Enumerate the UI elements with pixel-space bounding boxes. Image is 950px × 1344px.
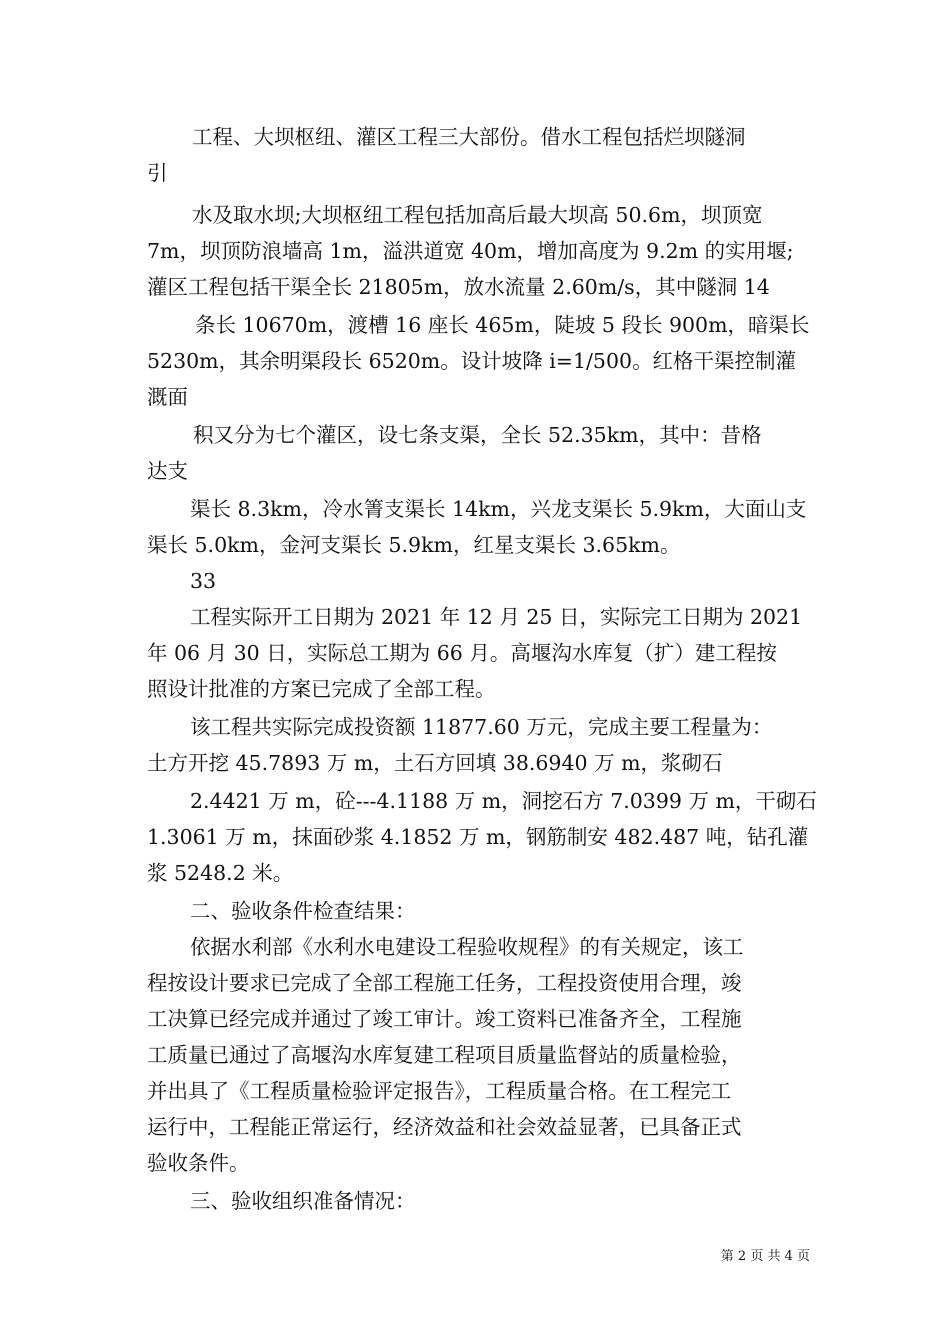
text-line-15: 年 06 月 30 日，实际总工期为 66 月。高堰沟水库复（扩）建工程按 bbox=[147, 641, 777, 665]
text-line-24: 程按设计要求已完成了全部工程施工任务，工程投资使用合理，竣 bbox=[147, 971, 742, 995]
text-line-9: 积又分为七个灌区，设七条支渠，全长 52.35km，其中：昔格 bbox=[193, 423, 762, 447]
text-line-11: 渠长 8.3km，冷水箐支渠长 14km，兴龙支渠长 5.9km，大面山支 bbox=[190, 497, 807, 521]
text-line-19: 2.4421 万 m，砼---4.1188 万 m，洞挖石方 7.0399 万 m，干砌石 bbox=[190, 789, 817, 813]
text-line-26: 工质量已通过了高堰沟水库复建工程项目质量监督站的质量检验， bbox=[147, 1043, 742, 1067]
text-line-12: 渠长 5.0km，金河支渠长 5.9km，红星支渠长 3.65km。 bbox=[147, 533, 681, 557]
section-heading-2: 二、验收条件检查结果： bbox=[190, 899, 416, 923]
page-number-footer: 第 2 页 共 4 页 bbox=[720, 1249, 810, 1264]
text-line-23: 依据水利部《水利水电建设工程验收规程》的有关规定，该工 bbox=[190, 935, 744, 959]
text-line-25: 工决算已经完成并通过了竣工审计。竣工资料已准备齐全，工程施 bbox=[147, 1007, 742, 1031]
text-line-1: 工程、大坝枢纽、灌区工程三大部份。借水工程包括烂坝隧洞 bbox=[192, 125, 746, 149]
text-line-4: 7m，坝顶防浪墙高 1m，溢洪道宽 40m，增加高度为 9.2m 的实用堰; bbox=[147, 239, 794, 263]
text-line-13: 33 bbox=[190, 569, 217, 593]
text-line-8: 溉面 bbox=[147, 385, 188, 409]
section-heading-3: 三、验收组织准备情况： bbox=[190, 1189, 416, 1213]
text-line-2: 引 bbox=[147, 161, 168, 185]
text-line-14: 工程实际开工日期为 2021 年 12 月 25 日，实际完工日期为 2021 bbox=[190, 605, 803, 629]
text-line-17: 该工程共实际完成投资额 11877.60 万元，完成主要工程量为： bbox=[190, 715, 773, 739]
text-line-10: 达支 bbox=[147, 459, 188, 483]
text-line-28: 运行中，工程能正常运行，经济效益和社会效益显著，已具备正式 bbox=[147, 1115, 742, 1139]
text-line-3: 水及取水坝;大坝枢纽工程包括加高后最大坝高 50.6m，坝顶宽 bbox=[192, 203, 763, 227]
text-line-16: 照设计批准的方案已完成了全部工程。 bbox=[147, 677, 496, 701]
text-line-29: 验收条件。 bbox=[147, 1151, 250, 1175]
text-line-18: 土方开挖 45.7893 万 m，土石方回填 38.6940 万 m，浆砌石 bbox=[147, 751, 723, 775]
text-line-21: 浆 5248.2 米。 bbox=[147, 861, 294, 885]
text-line-20: 1.3061 万 m，抹面砂浆 4.1852 万 m，钢筋制安 482.487 吨，钻孔灌 bbox=[147, 825, 809, 849]
text-line-5: 灌区工程包括干渠全长 21805m，放水流量 2.60m/s，其中隧洞 14 bbox=[147, 275, 770, 299]
text-line-27: 并出具了《工程质量检验评定报告》，工程质量合格。在工程完工 bbox=[147, 1079, 732, 1103]
text-line-7: 5230m，其余明渠段长 6520m。设计坡降 i=1/500。红格干渠控制灌 bbox=[147, 349, 797, 373]
text-line-6: 条长 10670m，渡槽 16 座长 465m，陡坡 5 段长 900m，暗渠长 bbox=[195, 313, 810, 337]
